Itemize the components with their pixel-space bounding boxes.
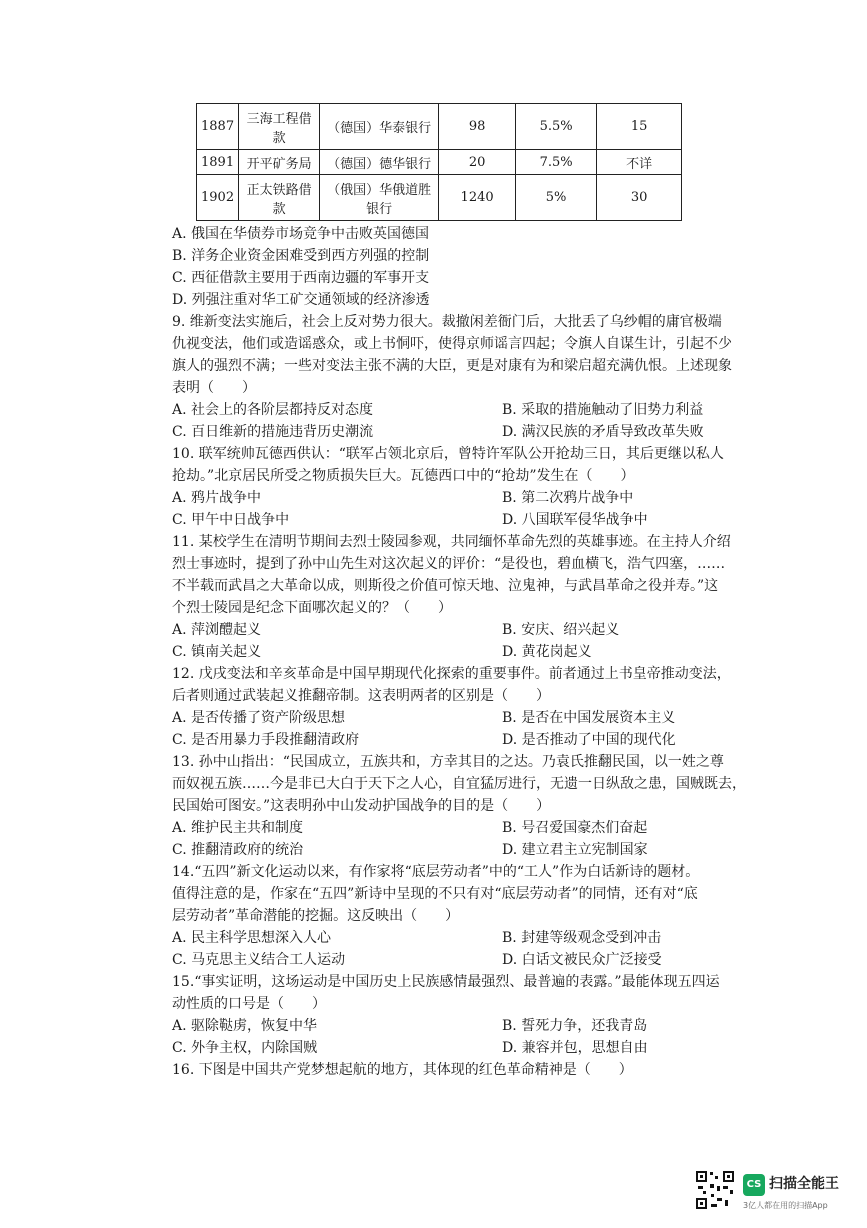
option-d: D. 八国联军侵华战争中	[502, 512, 648, 528]
table-cell: 30	[597, 175, 682, 221]
table-cell: 1240	[439, 175, 516, 221]
text-line: 抢劫。”北京居民所受之物质损失巨大。瓦德西口中的“抢劫”发生在（ ）	[172, 468, 635, 484]
text-line: 仇视变法，他们或造谣惑众，或上书恫吓，使得京师谣言四起；令旗人自谋生计，引起不少	[172, 336, 732, 352]
option-b: B. 安庆、绍兴起义	[502, 622, 620, 638]
option-d: D. 黄花岗起义	[502, 644, 592, 660]
text-line: 而奴视五族……今是非已大白于天下之人心，自宜猛厉进行，无遗一日纵敌之患，国贼既去，	[172, 776, 746, 792]
text-line: 表明（ ）	[172, 380, 256, 396]
table-cell: 不详	[597, 150, 682, 175]
text-line: 烈士事迹时，提到了孙中山先生对这次起义的评价：“是役也，碧血横飞，浩气四塞，……	[172, 556, 726, 572]
text-line: 层劳动者”革命潜能的挖掘。这反映出（ ）	[172, 908, 460, 924]
table-cell: 开平矿务局	[239, 150, 320, 175]
option-c: C. 百日维新的措施违背历史潮流	[172, 424, 374, 440]
table-cell: （德国）德华银行	[320, 150, 439, 175]
question-13: 13. 孙中山指出：“民国成立，五族共和，方幸其目的之达。乃袁氏推翻民国，以一姓之尊	[172, 754, 724, 770]
option-c: C. 甲午中日战争中	[172, 512, 290, 528]
option-c: C. 镇南关起义	[172, 644, 262, 660]
text-line: A. 俄国在华债券市场竞争中击败英国德国	[172, 226, 430, 242]
table-cell: 正太铁路借款	[239, 175, 320, 221]
option-b: B. 誓死力争，还我青岛	[502, 1018, 648, 1034]
option-d: D. 建立君主立宪制国家	[502, 842, 648, 858]
question-9: 9. 维新变法实施后，社会上反对势力很大。裁撤闲差衙门后，大批丢了乌纱帽的庸官极端	[172, 314, 722, 330]
text-line: 值得注意的是，作家在“五四”新诗中呈现的不只有对“底层劳动者”的同情，还有对“底	[172, 886, 698, 902]
table-cell: 98	[439, 104, 516, 150]
text-line: 民国始可图安。”这表明孙中山发动护国战争的目的是（ ）	[172, 798, 551, 814]
option-c: C. 推翻清政府的统治	[172, 842, 304, 858]
loan-table	[196, 103, 682, 221]
option-b: B. 采取的措施触动了旧势力利益	[502, 402, 704, 418]
option-a: A. 社会上的各阶层都持反对态度	[172, 402, 374, 418]
table-cell: 15	[597, 104, 682, 150]
option-c: C. 马克思主义结合工人运动	[172, 952, 346, 968]
option-a: A. 鸦片战争中	[172, 490, 262, 506]
option-d: D. 满汉民族的矛盾导致改革失败	[502, 424, 704, 440]
option-a: A. 是否传播了资产阶级思想	[172, 710, 346, 726]
option-d: D. 是否推动了中国的现代化	[502, 732, 676, 748]
question-11: 11. 某校学生在清明节期间去烈士陵园参观，共同缅怀革命先烈的英雄事迹。在主持人介绍	[172, 534, 731, 550]
text-line: 个烈士陵园是纪念下面哪次起义的？（ ）	[172, 600, 452, 616]
option-d: D. 白话文被民众广泛接受	[502, 952, 662, 968]
table-cell: （俄国）华俄道胜银行	[320, 175, 439, 221]
qr-code-icon	[695, 1170, 735, 1210]
option-d: D. 兼容并包，思想自由	[502, 1040, 648, 1056]
table-cell: 20	[439, 150, 516, 175]
text-line: 不半载而武昌之大革命以成，则斯役之价值可惊天地、泣鬼神，与武昌革命之役并寿。”这	[172, 578, 719, 594]
text-line: C. 西征借款主要用于西南边疆的军事开支	[172, 270, 430, 286]
table-cell: 1887	[197, 104, 239, 150]
text-line: D. 列强注重对华工矿交通领域的经济渗透	[172, 292, 430, 308]
table-cell: 1902	[197, 175, 239, 221]
question-10: 10. 联军统帅瓦德西供认：“联军占领北京后，曾特许军队公开抢劫三日，其后更继以私人	[172, 446, 724, 462]
question-15: 15.“事实证明，这场运动是中国历史上民族感情最强烈、最普遍的表露。”最能体现五四运	[172, 974, 720, 990]
option-b: B. 第二次鸦片战争中	[502, 490, 634, 506]
option-c: C. 外争主权，内除国贼	[172, 1040, 318, 1056]
table-cell: 1891	[197, 150, 239, 175]
camscanner-logo-icon: CS	[743, 1174, 765, 1196]
option-a: A. 驱除鞑虏，恢复中华	[172, 1018, 318, 1034]
option-a: A. 维护民主共和制度	[172, 820, 304, 836]
option-b: B. 号召爱国豪杰们奋起	[502, 820, 648, 836]
text-line: B. 洋务企业资金困难受到西方列强的控制	[172, 248, 430, 264]
scanner-watermark	[695, 1170, 860, 1218]
brand-slogan: 3亿人都在用的扫描App	[743, 1201, 828, 1210]
table-cell: 5.5%	[516, 104, 597, 150]
option-c: C. 是否用暴力手段推翻清政府	[172, 732, 360, 748]
option-a: A. 萍浏醴起义	[172, 622, 262, 638]
question-12: 12. 戊戌变法和辛亥革命是中国早期现代化探索的重要事件。前者通过上书皇帝推动变法，	[172, 666, 731, 682]
option-b: B. 封建等级观念受到冲击	[502, 930, 662, 946]
text-line: 动性质的口号是（ ）	[172, 996, 326, 1012]
text-line: 后者则通过武装起义推翻帝制。这表明两者的区别是（ ）	[172, 688, 550, 704]
brand-name: 扫描全能王	[769, 1176, 839, 1192]
question-14: 14.“五四”新文化运动以来，有作家将“底层劳动者”中的“工人”作为白话新诗的题材。	[172, 864, 700, 880]
table-cell: 7.5%	[516, 150, 597, 175]
option-a: A. 民主科学思想深入人心	[172, 930, 332, 946]
text-line: 旗人的强烈不满；一些对变法主张不满的大臣，更是对康有为和梁启超充满仇恨。上述现象	[172, 358, 732, 374]
question-16: 16. 下图是中国共产党梦想起航的地方，其体现的红色革命精神是（ ）	[172, 1062, 633, 1078]
table-cell: （德国）华泰银行	[320, 104, 439, 150]
table-cell: 5%	[516, 175, 597, 221]
option-b: B. 是否在中国发展资本主义	[502, 710, 676, 726]
table-cell: 三海工程借款	[239, 104, 320, 150]
